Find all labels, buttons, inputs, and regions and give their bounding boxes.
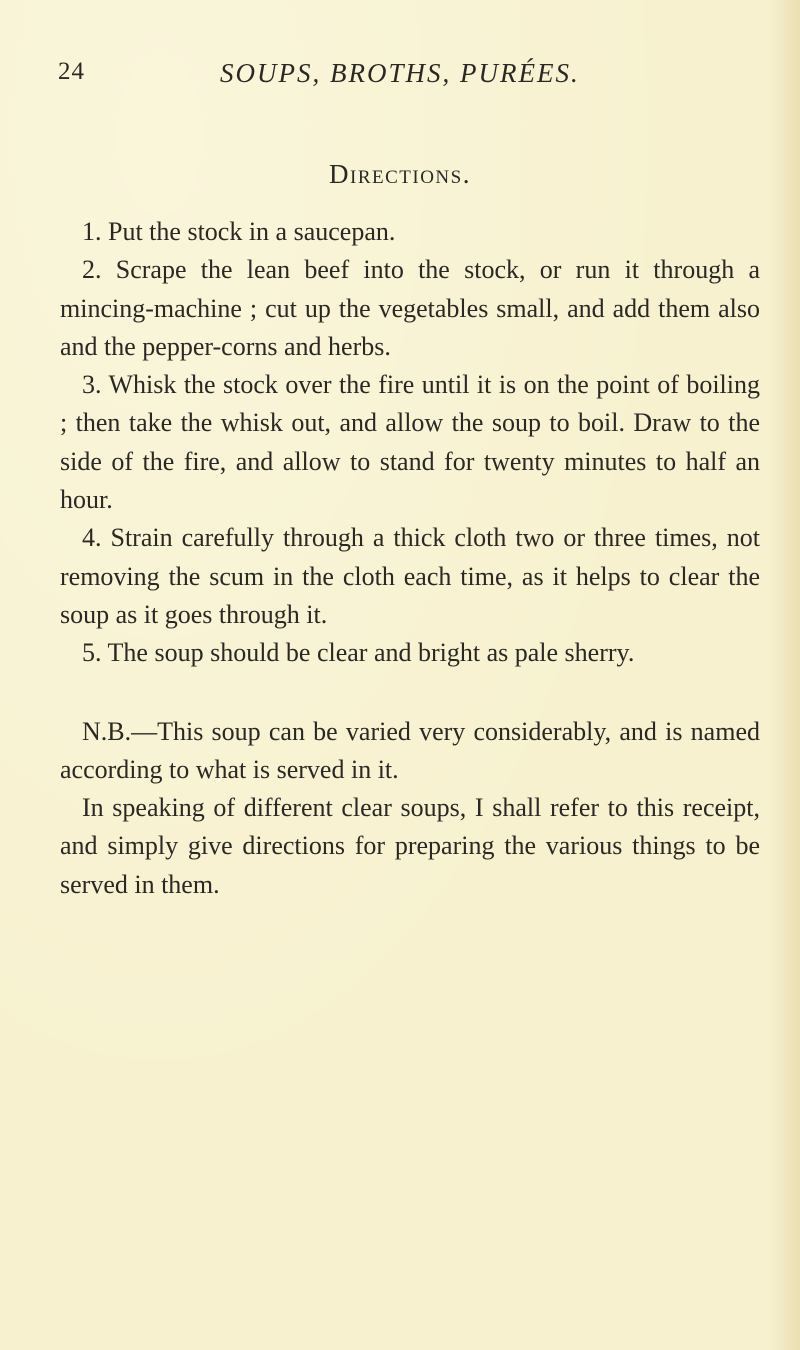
closing-note: In speaking of different clear soups, I shall refer to this receipt, and simply give directions for preparing the various things to be served in them. (60, 793, 760, 899)
page-number: 24 (58, 58, 85, 85)
body-text (60, 213, 760, 904)
step-3: 3. Whisk the stock over the fire until it is on the point of boiling ; then take the whisk out, and allow the soup to boil. Draw to the side of the fire, and allow to stand for twenty minutes to half an hour. (60, 370, 760, 515)
step-1: 1. Put the stock in a saucepan. (82, 217, 396, 246)
step-2: 2. Scrape the lean beef into the stock, or run it through a mincing-machine ; cut up the vegetables small, and add them also and the pepper-corns and herbs. (60, 255, 760, 361)
section-heading: Directions. (329, 159, 471, 189)
nb-note: N.B.—This soup can be varied very considerably, and is named according to what is served in it. (60, 716, 760, 784)
step-4: 4. Strain carefully through a thick cloth two or three times, not removing the scum in the cloth each time, as it helps to clear the soup as it goes through it. (60, 523, 760, 629)
step-5: 5. The soup should be clear and bright as pale sherry. (82, 638, 635, 668)
running-head (58, 58, 748, 98)
running-title: SOUPS, BROTHS, PURÉES. (220, 58, 580, 88)
